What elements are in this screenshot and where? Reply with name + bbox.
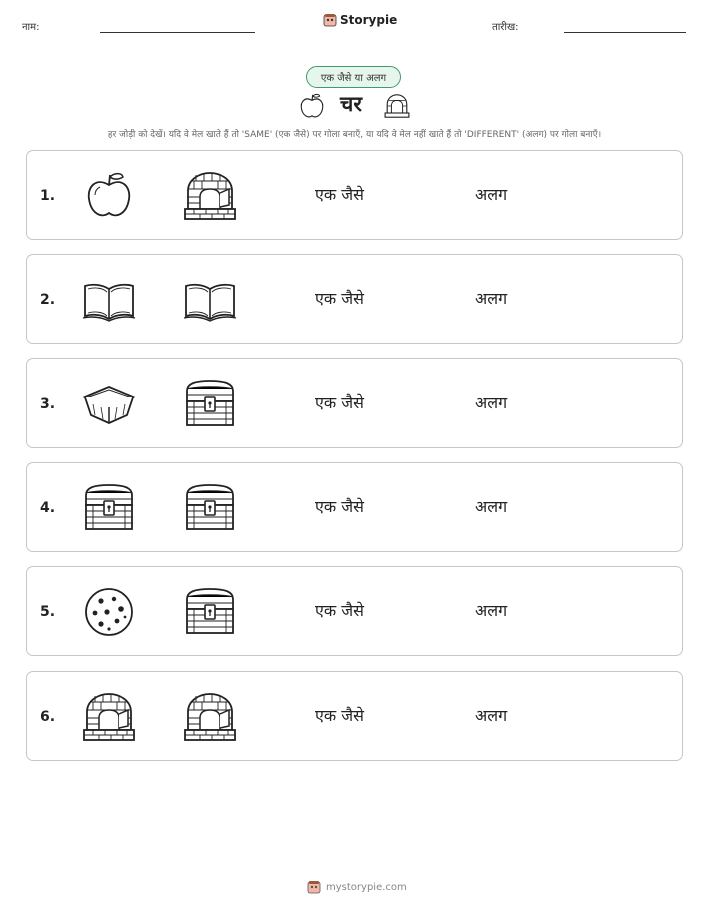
question-card xyxy=(26,566,683,656)
worksheet-tag: एक जैसे या अलग xyxy=(306,66,401,88)
basket-icon xyxy=(81,377,137,431)
book-icon xyxy=(81,273,137,327)
oven-icon xyxy=(382,92,412,120)
instructions: हर जोड़ी को देखें। यदि वे मेल खाते हैं तो 'SAME' (एक जैसे) पर गोला बनाएँ, या यदि वे मेल नहीं खाते हैं तो 'DIFFERENT' (अलग) पर गोला बनाएँ। xyxy=(107,130,602,140)
brand-logo xyxy=(323,13,397,27)
apple-icon xyxy=(298,92,326,120)
storypie-logo-icon xyxy=(307,880,321,894)
date-line[interactable] xyxy=(564,32,686,33)
question-number: 1. xyxy=(40,188,56,204)
storypie-logo-icon xyxy=(323,13,337,27)
question-number: 6. xyxy=(40,709,56,725)
title-row xyxy=(296,90,416,122)
same-option[interactable]: एक जैसे xyxy=(315,497,364,516)
treasure-chest-icon xyxy=(182,377,238,431)
treasure-chest-icon xyxy=(81,481,137,535)
question-number: 3. xyxy=(40,396,56,412)
same-option[interactable]: एक जैसे xyxy=(315,185,364,204)
treasure-chest-icon xyxy=(182,481,238,535)
question-card xyxy=(26,254,683,344)
question-card xyxy=(26,358,683,448)
question-card xyxy=(26,462,683,552)
different-option[interactable]: अलग xyxy=(475,706,508,725)
same-option[interactable]: एक जैसे xyxy=(315,706,364,725)
date-label: तारीख: xyxy=(492,22,519,33)
different-option[interactable]: अलग xyxy=(475,289,508,308)
question-card xyxy=(26,150,683,240)
treasure-chest-icon xyxy=(182,585,238,639)
book-icon xyxy=(182,273,238,327)
oven-icon xyxy=(81,690,137,744)
brand-name: Storypie xyxy=(340,13,398,27)
same-option[interactable]: एक जैसे xyxy=(315,289,364,308)
different-option[interactable]: अलग xyxy=(475,601,508,620)
question-number: 2. xyxy=(40,292,56,308)
same-option[interactable]: एक जैसे xyxy=(315,393,364,412)
different-option[interactable]: अलग xyxy=(475,393,508,412)
different-option[interactable]: अलग xyxy=(475,185,508,204)
footer xyxy=(307,880,407,894)
worksheet-title: चर xyxy=(340,92,362,116)
cookie-icon xyxy=(81,585,137,639)
different-option[interactable]: अलग xyxy=(475,497,508,516)
question-number: 5. xyxy=(40,604,56,620)
footer-site[interactable]: mystorypie.com xyxy=(326,881,407,893)
oven-icon xyxy=(182,169,238,223)
same-option[interactable]: एक जैसे xyxy=(315,601,364,620)
question-card xyxy=(26,671,683,761)
name-line[interactable] xyxy=(100,32,255,33)
question-number: 4. xyxy=(40,500,56,516)
oven-icon xyxy=(182,690,238,744)
name-label: नाम: xyxy=(22,22,40,33)
apple-icon xyxy=(81,169,137,223)
